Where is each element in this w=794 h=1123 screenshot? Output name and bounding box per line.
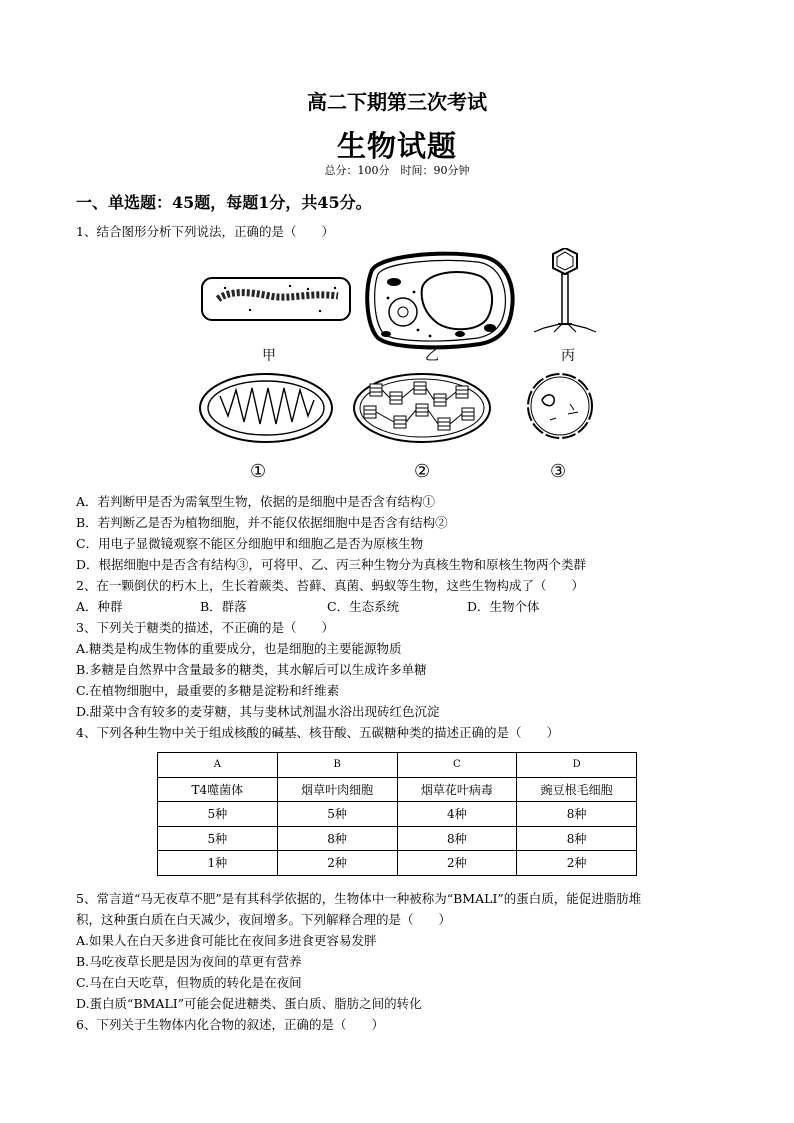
- q4-options-table: [157, 752, 637, 876]
- cells-figure: [190, 248, 610, 360]
- figure-label-yi: 乙: [425, 348, 439, 364]
- q5-option-c: C.马在白天吃草，但物质的转化是在夜间: [76, 975, 302, 990]
- table-row: [158, 777, 637, 802]
- table-row: [158, 802, 637, 827]
- q1-option-a: A．若判断甲是否为需氧型生物，依据的是细胞中是否含有结构①: [76, 494, 436, 509]
- q3-option-d: D.甜菜中含有较多的麦芽糖，其与斐林试剂温水浴出现砖红色沉淀: [76, 704, 440, 719]
- q3-option-c: C.在植物细胞中，最重要的多糖是淀粉和纤维素: [76, 683, 340, 698]
- exam-title: 高二下期第三次考试: [307, 90, 487, 114]
- table-row: [158, 753, 637, 778]
- q1-option-c: C．用电子显微镜观察不能区分细胞甲和细胞乙是否为原核生物: [76, 536, 424, 551]
- q1-option-b: B．若判断乙是否为植物细胞，并不能仅依据细胞中是否含有结构②: [76, 515, 448, 530]
- structure-label-2: ②: [414, 461, 431, 482]
- q6-stem: 6、下列关于生物体内化合物的叙述，正确的是（ ）: [76, 1017, 384, 1032]
- table-header-cell: D: [517, 753, 637, 778]
- table-cell: 豌豆根毛细胞: [517, 777, 637, 802]
- table-row: [158, 851, 637, 876]
- bacteriophage-icon: [534, 248, 596, 332]
- table-cell: 1种: [158, 851, 278, 876]
- table-cell: 5种: [158, 802, 278, 827]
- table-cell: 8种: [397, 826, 517, 851]
- nucleus-icon: [528, 374, 592, 438]
- q5-option-d: D.蛋白质“BMALI”可能会促进糖类、蛋白质、脂肪之间的转化: [76, 996, 422, 1011]
- table-cell: 8种: [517, 826, 637, 851]
- table-cell: 2种: [277, 851, 397, 876]
- structure-label-3: ③: [550, 461, 567, 482]
- q2-stem: 2、在一颗倒伏的朽木上，生长着蕨类、苔藓、真菌、蚂蚁等生物，这些生物构成了（ ）: [76, 578, 584, 593]
- table-row: [158, 826, 637, 851]
- table-header-cell: B: [277, 753, 397, 778]
- table-cell: 烟草叶肉细胞: [277, 777, 397, 802]
- q5-option-a: A.如果人在白天多进食可能比在夜间多进食更容易发胖: [76, 933, 377, 948]
- q5-stem-line-1: 5、常言道“马无夜草不肥”是有其科学依据的，生物体中一种被称为“BMALI”的蛋白质，能促进脂肪堆: [76, 891, 642, 906]
- q5-option-b: B.马吃夜草长肥是因为夜间的草更有营养: [76, 954, 302, 969]
- section-heading: 一、单选题：45题，每题1分，共45分。: [76, 193, 372, 212]
- q3-stem: 3、下列关于糖类的描述，不正确的是（ ）: [76, 620, 334, 635]
- table-cell: 5种: [277, 802, 397, 827]
- q1-option-d: D．根据细胞中是否含有结构③，可将甲、乙、丙三种生物分为真核生物和原核生物两个类群: [76, 557, 587, 572]
- organelles-figure: [190, 370, 610, 446]
- table-cell: 5种: [158, 826, 278, 851]
- bacterium-cell-icon: [202, 278, 350, 320]
- table-header-cell: A: [158, 753, 278, 778]
- q1-stem: 1、结合图形分析下列说法，正确的是（ ）: [76, 224, 334, 239]
- q3-option-b: B.多糖是自然界中含量最多的糖类，其水解后可以生成许多单糖: [76, 662, 427, 677]
- q2-option-c: C．生态系统: [327, 599, 400, 614]
- mitochondrion-icon: [200, 374, 332, 442]
- exam-info: 总分：100分 时间：90分钟: [324, 164, 470, 177]
- q2-option-d: D．生物个体: [467, 599, 540, 614]
- q4-stem: 4、下列各种生物中关于组成核酸的碱基、核苷酸、五碳糖种类的描述正确的是（ ）: [76, 725, 559, 740]
- q5-stem-line-2: 积，这种蛋白质在白天减少，夜间增多。下列解释合理的是（ ）: [76, 912, 452, 927]
- q2-option-a: A．种群: [76, 599, 123, 614]
- table-cell: 2种: [517, 851, 637, 876]
- q2-option-b: B．群落: [200, 599, 247, 614]
- table-cell: 8种: [277, 826, 397, 851]
- structure-label-1: ①: [250, 461, 267, 482]
- table-cell: T4噬菌体: [158, 777, 278, 802]
- chloroplast-icon: [354, 374, 490, 442]
- table-cell: 烟草花叶病毒: [397, 777, 517, 802]
- figure-label-jia: 甲: [262, 348, 276, 364]
- subject-title: 生物试题: [336, 129, 457, 163]
- figure-label-bing: 丙: [561, 348, 575, 364]
- table-header-cell: C: [397, 753, 517, 778]
- table-cell: 2种: [397, 851, 517, 876]
- q3-option-a: A.糖类是构成生物体的重要成分，也是细胞的主要能源物质: [76, 641, 402, 656]
- table-cell: 4种: [397, 802, 517, 827]
- plant-cell-icon: [367, 254, 512, 348]
- table-cell: 8种: [517, 802, 637, 827]
